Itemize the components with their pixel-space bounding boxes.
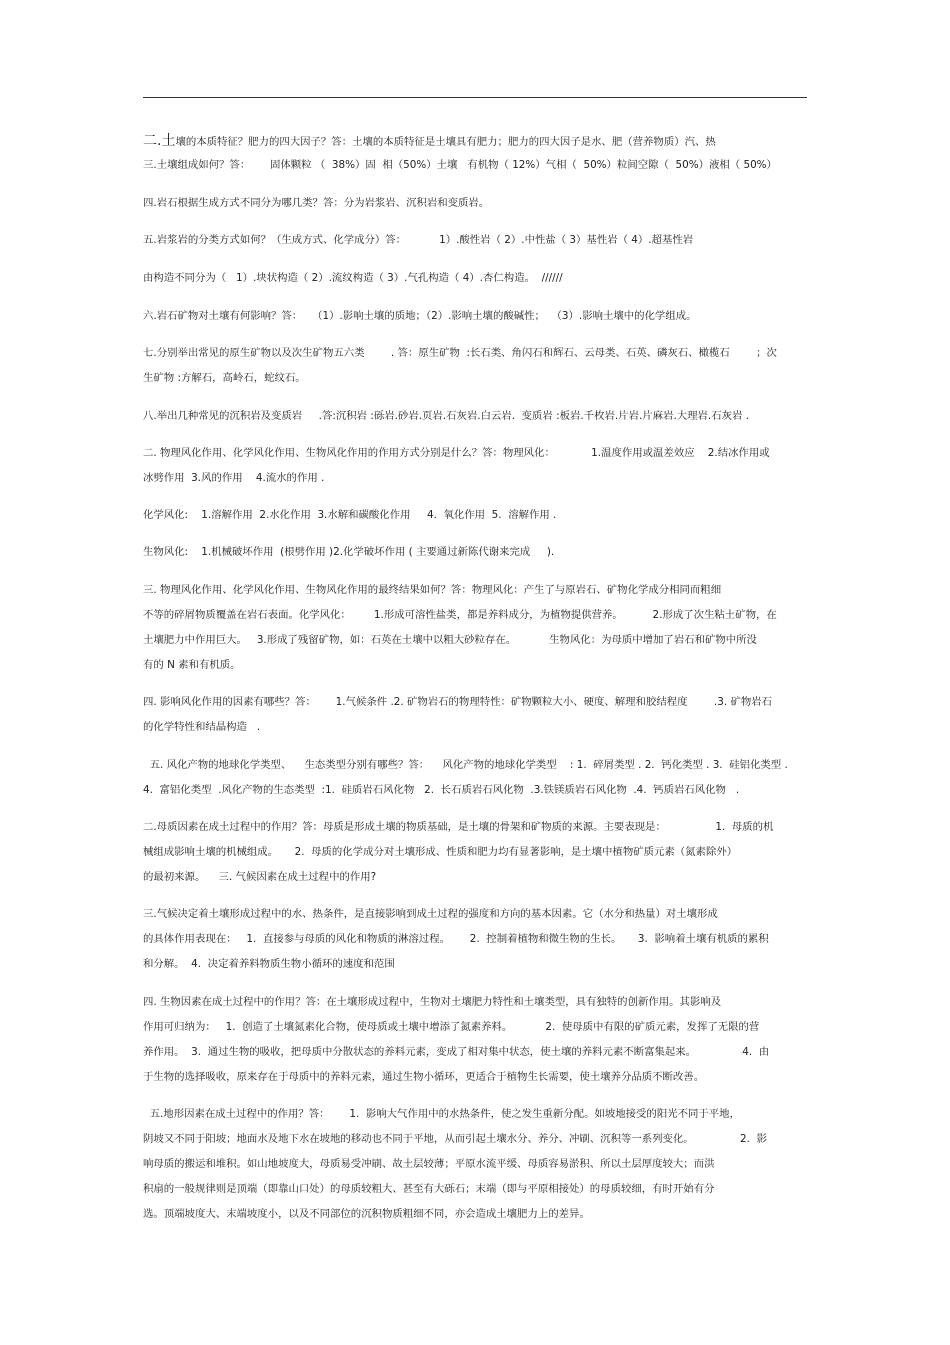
heading-text: 壤的本质特征？肥力的四大因子？答：土壤的本质特征是土壤具有肥力；肥力的四大因子是水、肥（营养物质）汽、热 — [175, 136, 716, 148]
text-line: 的最初来源。 三. 气候因素在成土过程中的作用? — [143, 871, 377, 883]
text-line — [143, 134, 813, 149]
text-line: 生矿物 :方解石，高岭石，蛇纹石。 — [143, 372, 306, 384]
text-line: 响母质的搬运和堆积。如山地坡度大，母质易受冲刷、故土层较薄；平原水流平缓、母质容易淤积、所以土层厚度较大；而洪 — [143, 1158, 715, 1170]
text-line: 4. 富铝化类型 .风化产物的生态类型 :1. 硅质岩石风化物 2. 长石质岩石风化物 .3.铁镁质岩石风化物 .4. 钙质岩石风化物 . — [143, 784, 740, 796]
text-line: 化学风化: 1.溶解作用 2.水化作用 3.水解和碳酸化作用 4. 氧化作用 5. 溶解作用 . — [143, 509, 557, 521]
text-line: 选。顶端坡度大、末端坡度小，以及不同部位的沉积物质粗细不同，亦会造成土壤肥力上的差异。 — [143, 1208, 590, 1220]
text-line: 八.举出几种常见的沉积岩及变质岩 .答:沉积岩 :砾岩.砂岩.页岩.石灰岩.白云岩. 变质岩 :板岩.千枚岩.片岩.片麻岩.大理岩.石灰岩 . — [143, 410, 749, 422]
text-line: 由构造不同分为（ 1）.块状构造（ 2）.流纹构造（ 3）.气孔构造（ 4）.杏仁构造。 ////// — [143, 272, 563, 284]
text-line: 的化学特性和结晶构造 . — [143, 721, 261, 733]
text-line: 养作用。 3. 通过生物的吸收，把母质中分散状态的养料元素，变成了相对集中状态，使土壤的养料元素不断富集起来。 4. 由 — [143, 1046, 770, 1058]
text-line: 土壤肥力中作用巨大。 3.形成了残留矿物，如：石英在土壤中以粗大砂粒存在。 生物风化：为母质中增加了岩石和矿物中所没 — [143, 634, 757, 646]
text-line: 三. 物理风化作用、化学风化作用、生物风化作用的最终结果如何？答：物理风化：产生了与原岩石、矿物化学成分相同而粗细 — [143, 584, 722, 596]
text-line: 四. 影响风化作用的因素有哪些？答： 1.气候条件 .2. 矿物岩石的物理特性：矿物颗粒大小、硬度、解理和胶结程度 .3. 矿物岩石 — [143, 696, 773, 708]
text-line: 五. 风化产物的地球化学类型、 生态类型分别有哪些？答： 风化产物的地球化学类型 : 1. 碎屑类型 . 2. 钙化类型 . 3. 硅铝化类型 . — [143, 759, 788, 771]
text-line: 四.岩石根据生成方式不同分为哪几类？答：分为岩浆岩、沉积岩和变质岩。 — [143, 197, 490, 209]
text-line: 冰劈作用 3.风的作用 4.流水的作用 . — [143, 472, 325, 484]
text-line: 二. 物理风化作用、化学风化作用、生物风化作用的作用方式分别是什么？答：物理风化： 1.温度作用或温差效应 2.结冰作用或 — [143, 447, 770, 459]
text-line: 于生物的选择吸收，原来存在于母质中的养料元素，通过生物小循环，更适合于植物生长需要，使土壤养分品质不断改善。 — [143, 1071, 705, 1083]
text-line: 六.岩石矿物对土壤有何影响？答： （1）.影响土壤的质地；（2）.影响土壤的酸碱性； （3）.影响土壤中的化学组成。 — [143, 310, 697, 322]
text-line: 生物风化: 1.机械破坏作用 (根劈作用 )2.化学破坏作用 ( 主要通过新陈代谢来完成 ). — [143, 546, 555, 558]
header-rule — [143, 97, 807, 98]
text-line: 和分解。 4. 决定着养料物质生物小循环的速度和范围 — [143, 958, 395, 970]
text-line: 的具体作用表现在： 1. 直接参与母质的风化和物质的淋溶过程。 2. 控制着植物和微生物的生长。 3. 影响着土壤有机质的累积 — [143, 933, 769, 945]
text-line: 不等的碎屑物质覆盖在岩石表面。化学风化： 1.形成可溶性盐类，都是养料成分，为植物提供营养。 2.形成了次生粘土矿物，在 — [143, 609, 777, 621]
text-line: 械组成影响土壤的机械组成。 2. 母质的化学成分对土壤形成、性质和肥力均有显著影响，是土壤中植物矿质元素（氮素除外） — [143, 846, 738, 858]
text-line: 有的 N 素和有机质。 — [143, 659, 241, 671]
text-line: 积扇的一般规律则是顶端（即靠山口处）的母质较粗大、甚至有大砾石；末端（即与平原相接处）的母质较细，有时开始有分 — [143, 1183, 715, 1195]
text-line: 作用可归纳为： 1. 创造了土壤氮素化合物，使母质或土壤中增添了氮素养料。 2. 使母质中有限的矿质元素，发挥了无限的营 — [143, 1021, 760, 1033]
text-line: 七.分别举出常见的原生矿物以及次生矿物五六类 . 答：原生矿物 :长石类、角闪石和辉石、云母类、石英、磷灰石、橄榄石 ；次 — [143, 347, 777, 359]
text-line: 五.地形因素在成土过程中的作用？答： 1. 影响大气作用中的水热条件，使之发生重新分配。如坡地接受的阳光不同于平地， — [143, 1108, 740, 1120]
heading-prefix: 二.土 — [143, 133, 176, 149]
text-line: 五.岩浆岩的分类方式如何？（生成方式、化学成分）答： 1）.酸性岩（ 2）.中性盐（ 3）基性岩（ 4）.超基性岩 — [143, 234, 694, 246]
text-line: 四. 生物因素在成土过程中的作用？答：在土壤形成过程中，生物对土壤肥力特性和土壤类型，具有独特的创新作用。其影响及 — [143, 996, 722, 1008]
text-line: 三.土壤组成如何？答： 固体颗粒 （ 38%）固 相（50%）土壤 有机物（ 12%）气相（ 50%）粒间空隙（ 50%）液相（ 50%） — [143, 159, 777, 171]
text-line: 二.母质因素在成土过程中的作用？答：母质是形成土壤的物质基础，是土壤的骨架和矿物质的来源。主要表现是： 1. 母质的机 — [143, 821, 774, 833]
text-line: 阴坡又不同于阳坡；地面水及地下水在坡地的移动也不同于平地，从而引起土壤水分、养分、冲刷、沉积等一系列变化。 2. 影 — [143, 1133, 767, 1145]
text-line: 三.气候决定着土壤形成过程中的水、热条件，是直接影响到成土过程的强度和方向的基本因素。它（水分和热量）对土壤形成 — [143, 908, 718, 920]
